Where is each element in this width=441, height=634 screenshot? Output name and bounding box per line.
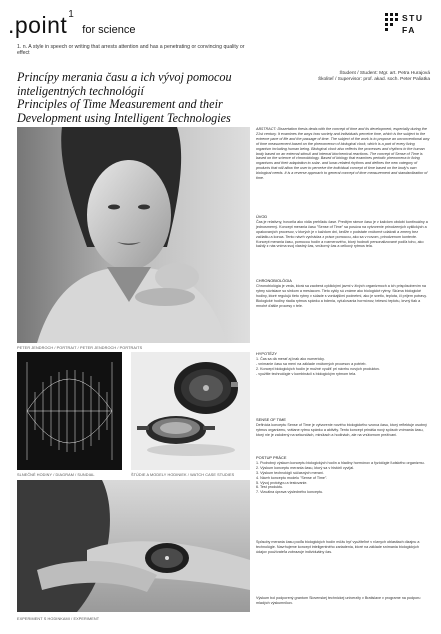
section-text: Výskum bol podporený grantom Slovenskej technickej univerzity v Bratislave v programe na podporu mladých výskumníkov. [256, 596, 421, 605]
section-acknowledgement [256, 596, 430, 612]
section-heading: POSTUP PRÁCE [256, 455, 287, 460]
list-item: 3. Výskum technológií súčasných meraní. [256, 470, 325, 475]
watch-photo [131, 352, 250, 470]
watch-caption: ŠTÚDIE A MODELY HODINIEK / WATCH CASE STUDIES [131, 473, 235, 477]
credits-supervisor: Školiteľ / Supervisor: prof. akad. soch. Peter Paliatka [317, 76, 430, 82]
section-sense-of-time [256, 418, 430, 454]
credits-student: Študent / Student: Mgr. art. Petra Hurajová [339, 71, 430, 76]
stu-fa-logo [384, 10, 428, 40]
title-slovak: Princípy merania času a ich vývoj pomocou inteligentných technológií [17, 70, 232, 98]
list-item: - vnímanie času sa mení na základe vnútorných procesov a potrieb. [256, 361, 367, 366]
title-english: Principles of Time Measurement and their Development using Intelligent Technologies [17, 97, 231, 125]
credits [300, 71, 430, 83]
section-heading: SENSE OF TIME [256, 417, 286, 422]
list-item: 2. Koncept biologických hodín je možné využiť pri návrhu nových produktov. [256, 366, 380, 371]
list-item: 1. Podrobný výskum konceptu biologických hodín a hladiny hormónov a fyziológie ľudského organizmu. [256, 460, 425, 465]
section-text: Definícia konceptu Sense of Time je vytvorenie nového biologického vzorca času, ktorý reflektuje osobný rytmus organizmu, vrátane rytmu spánku a aktivity. Tento koncept prináša nový spôsob vnímania času, ktorý nie je založený na sekundách, minútach a hodinách, ale na vnútornom prežívaní. [256, 422, 427, 437]
sundial-diagram [17, 352, 122, 470]
portrait-image-icon [17, 127, 250, 343]
sundial-lines-icon [17, 352, 122, 470]
logo-line-1: STU [402, 13, 424, 23]
section-text: Čas je relatívny, hovorila ako vidia prehľadu čase. Predtým rámce času je v každom období kontinuálny a jednosmerný. Koncept merania času "Sense of Time" sa posúva na vytvorenie prirodzených cyklických a opakovaných procesov, v ktorých je v každom dni, keďže v podstate vnútorné udalosti a zmeny bez začiatku a konca. Tento návrh vychádza z práce pomocou, ako sa v novom, prirodzenom kontexte. Koncept merania času, pomocou hodín a rozmerového, ktorý hodnotí personalizované podľa toho, ako každý z nás vníma svoj vlastný čas, vnútorný čas a celkový rytmus tela. [256, 219, 428, 249]
section-heading: CHRONOBIOLÓGIA [256, 278, 292, 283]
list-item: 4. Návrh konceptu modelu "Sense of Time". [256, 475, 328, 480]
section-hypotezy [256, 352, 430, 414]
section-conclusion [256, 540, 430, 580]
abstract-text: ABSTRACT: Dissertation thesis deals with the concept of time and its development, especially during the 21st century. It examines the ways how society and individuals perceive time, which is the subject to the extreme pace of life and the passage of time. The subject of the work is to propose an unconventional way of time measurement based on the phenomenon of biological clock, which is a part of every living organism including human being. Biological clock also reflects the processes and rhythms in the human body based on an external stimuli and internal biochemical reactions. The concept of Sense of Time is based on the science of chronobiology. Based of biology that examines periodic phenomena in living organisms and their adaptation to solar- and lunar-related rhythms and defines the new category of products that will allow the user to perceive the individual concept of time based on the body's own biological needs. It is a reverse approach to general concept of time measurement and standardization of time. [256, 127, 430, 181]
section-text: Spôsoby merania času podľa biologických hodín môžu byť využiteľné v rôznych oblastiach dizajnu a technológie. Navrhujeme koncept inteligentného zariadenia, ktoré na základe snímania biologických údajov používateľa zobrazuje individuálny čas. [256, 540, 420, 554]
brand-wordmark [8, 8, 136, 39]
section-uvod [256, 215, 430, 278]
section-heading: ÚVOD [256, 214, 268, 219]
section-postup [256, 456, 430, 536]
list-item: 7. Vizuálna úprava výsledného konceptu. [256, 490, 324, 495]
brand-superscript: 1 [68, 8, 74, 20]
watch-image-icon [131, 352, 250, 470]
poster-title [17, 71, 257, 125]
section-heading: HYPOTÉZY [256, 351, 277, 356]
list-item: 6. Test produktu. [256, 485, 284, 490]
portrait-caption: PETER JENDROCH / PORTRAIT / PETER JENDROCH / PORTRAITS [17, 346, 143, 350]
logo-line-2: FA [402, 25, 416, 35]
stu-logo-icon [384, 12, 400, 36]
list-item: 5. Vývoj prototypu a testovanie. [256, 480, 308, 485]
brand-word: .point [8, 12, 68, 38]
list-item: 1. Čas sa dá merať aj inak ako numericky. [256, 356, 325, 361]
section-chronobiologia [256, 279, 430, 336]
hands-caption: EXPERIMENT S HODINKAMI / EXPERIMENT [17, 617, 100, 621]
diagram-caption: SLNEČNÉ HODINY / DIAGRAM / SUNDIAL [17, 473, 95, 477]
definition-text: 1. n. A style in speech or writing that arrests attention and has a penetrating or convincing quality or effect [17, 44, 245, 57]
hands-photo [17, 480, 250, 612]
hands-image-icon [17, 480, 250, 612]
section-text: Chronobiológia je veda, ktorá sa zaoberá cyklickými javmi v živých organizmoch a ich prispôsobením na rytmy súvisiace so slnkom a mesiacom. Tieto cykly sú známe ako biologické rytmy. Skúma biologické hodiny, ktoré regulujú tieto rytmy v súlade s vonkajšími podnetmi, ako je svetlo, teplota, či príjem potravy. Biologické hodiny riadia rytmus spánku a bdenia, vylučovania hormónov, telesnú teplotu, krvný tlak a mnohé ďalšie procesy v tele. [256, 283, 427, 308]
brand-subtitle: for science [82, 24, 136, 36]
portrait-photo [17, 127, 250, 343]
list-item: 2. Výskum konceptu merania času, ktorý sa v histórii vyvíjal. [256, 465, 355, 470]
abstract-block [256, 127, 430, 211]
list-item: - využitie technológie v kombinácii s biologickým rytmom tela. [256, 371, 357, 376]
